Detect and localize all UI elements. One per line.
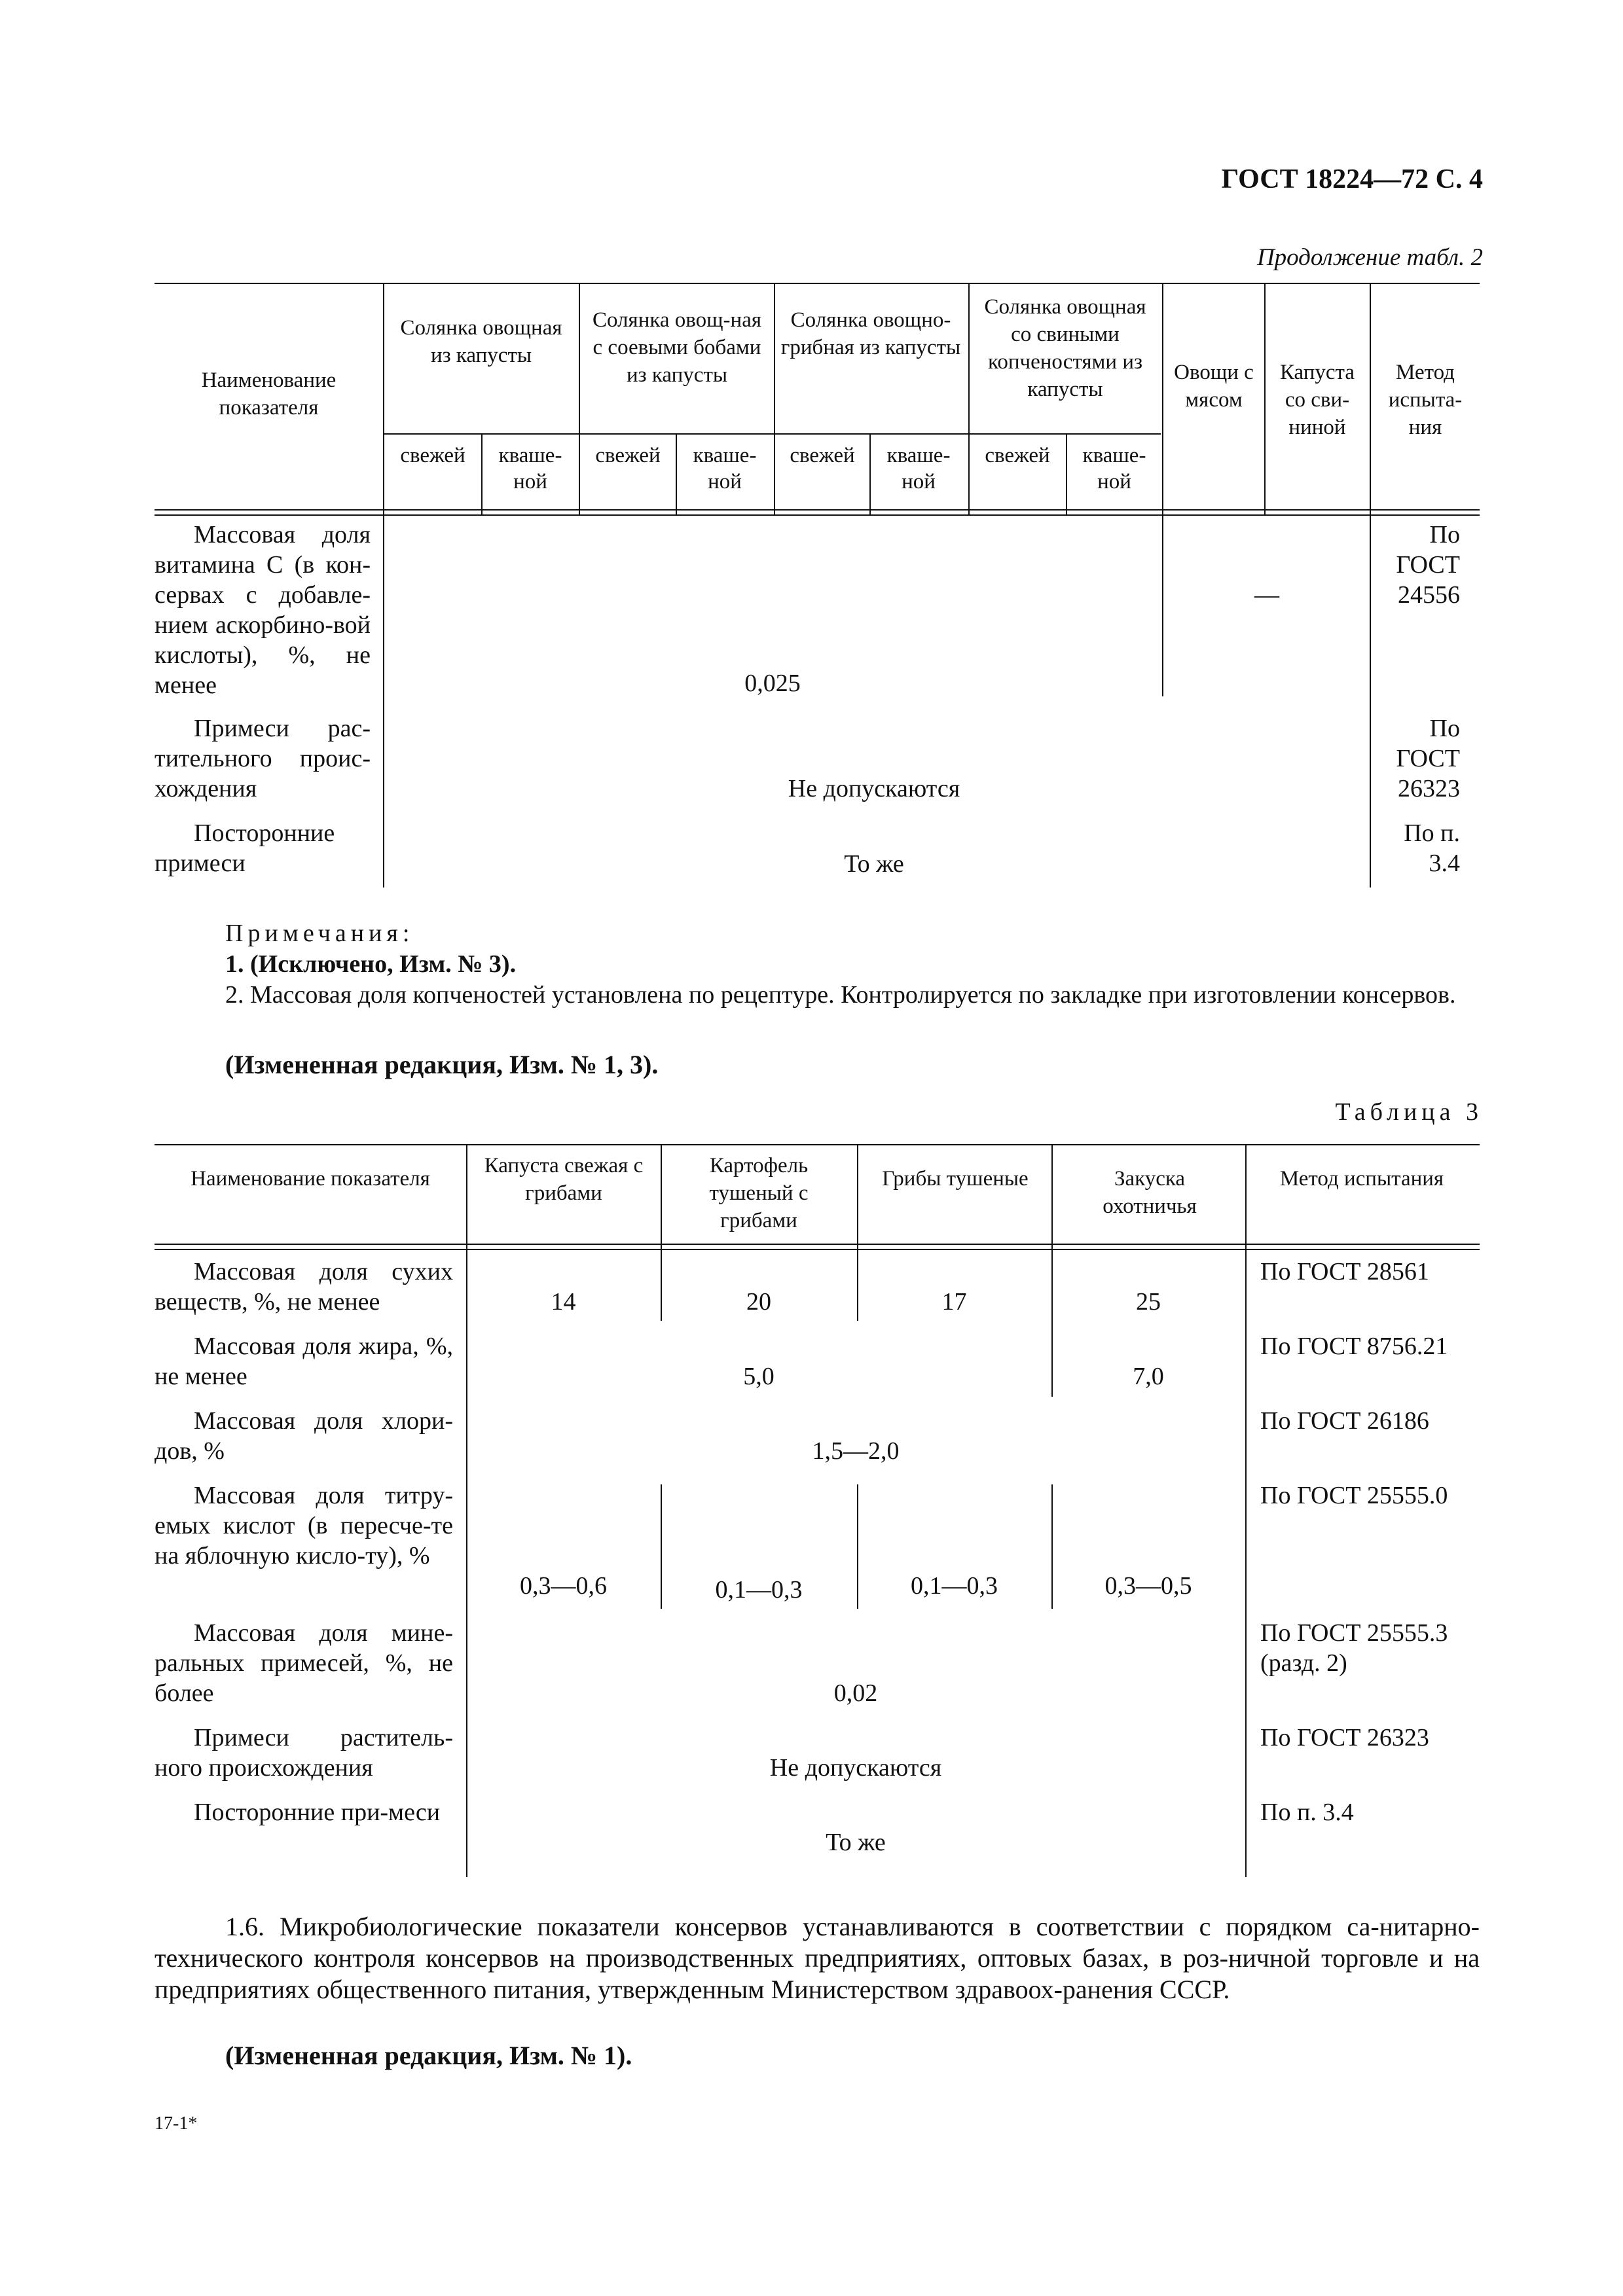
t3-row-dry-matter-v2: 20 [746, 1288, 771, 1316]
t3-row-foreign-impurities-method: По п. 3.4 [1260, 1799, 1354, 1826]
t3-row-fat-v1: 5,0 [743, 1363, 775, 1390]
t3-row-foreign-impurities-label: Посторонние при-меси [194, 1799, 441, 1826]
table-rule [155, 283, 1480, 284]
t3-col-indicator: Наименование показателя [191, 1167, 430, 1191]
t3-row-chlorides-label: Массовая доля хлори-дов, % [155, 1407, 453, 1465]
t3-row-plant-impurities-method: По ГОСТ 26323 [1260, 1724, 1429, 1751]
t3-col-cabbage-mushrooms: Капуста свежая с грибами [484, 1154, 644, 1205]
t3-col-hunter-snack: Закуска охотничья [1103, 1167, 1197, 1218]
subheader-fresh: свежей [595, 444, 661, 467]
t3-row-dry-matter-label: Массовая доля сухих веществ, %, не менее [155, 1258, 453, 1316]
row-foreign-impurities-method: По п. 3.4 [1404, 819, 1460, 877]
row-foreign-impurities-label: Посторонние примеси [155, 819, 335, 877]
col-cabbage-pork-header: Капуста со сви-ниной [1279, 361, 1355, 439]
row-vitamin-c-label: Массовая доля витамина С (в кон-сервах с добавле-нием аскорбино-вой кислоты), %, не менее [155, 521, 371, 699]
t3-row-acids-v4: 0,3—0,5 [1104, 1572, 1192, 1600]
t3-row-fat-label: Массовая доля жира, %, не менее [155, 1333, 453, 1390]
t3-row-acids-label: Массовая доля титру-емых кислот (в пересче-те на яблочную кисло-ту), % [155, 1482, 453, 1570]
subheader-sauerkraut: кваше-ной [1082, 444, 1146, 493]
t3-row-acids-v1: 0,3—0,6 [520, 1572, 607, 1600]
col-veg-meat-header: Овощи с мясом [1174, 361, 1254, 412]
t3-row-chlorides-method: По ГОСТ 26186 [1260, 1407, 1429, 1435]
subheader-fresh: свежей [985, 444, 1050, 467]
t3-row-acids-v2: 0,1—0,3 [715, 1576, 803, 1604]
t3-col-stewed-mushrooms: Грибы тушеные [882, 1167, 1029, 1191]
subheader-sauerkraut: кваше-ной [693, 444, 757, 493]
row-foreign-impurities-value: То же [844, 850, 904, 878]
t3-row-dry-matter-v1: 14 [551, 1288, 576, 1316]
t3-row-acids-method: По ГОСТ 25555.0 [1260, 1482, 1448, 1509]
row-vitamin-c-dash: — [1254, 581, 1279, 609]
row-vitamin-c-method: По ГОСТ 24556 [1396, 521, 1460, 609]
col-group-3-header: Солянка овощно-грибная из капусты [780, 308, 961, 359]
note-2: 2. Массовая доля копченостей установлена по рецептуре. Контролируется по закладке при изготовлении консервов. [225, 981, 1456, 1009]
col-group-1-header: Солянка овощная из капусты [400, 316, 562, 367]
notes-edition: (Измененная редакция, Изм. № 1, 3). [225, 1050, 659, 1079]
paragraph-1-6: 1.6. Микробиологические показатели консервов устанавливаются в соответствии с порядком са-нитарно-технического контроля консервов на производственных предприятиях, оптовых базах, в роз-ничной торговле и на предприятиях общественного питания, утвержденным Министерством здравоох-ранения СССР. [155, 1912, 1480, 2004]
t3-col-potato-mushrooms: Картофель тушеный с грибами [709, 1154, 809, 1232]
col-group-4-header: Солянка овощная со свиными копченостями из капусты [984, 295, 1146, 401]
t3-row-plant-impurities-label: Примеси раститель-ного происхождения [155, 1724, 453, 1782]
t3-row-dry-matter-v4: 25 [1136, 1288, 1161, 1316]
table-rule [155, 514, 1480, 516]
t3-row-fat-v2: 7,0 [1133, 1363, 1164, 1390]
subheader-sauerkraut: кваше-ной [498, 444, 562, 493]
subheader-fresh: свежей [790, 444, 855, 467]
row-plant-impurities-label: Примеси рас-тительного проис-хождения [155, 715, 371, 802]
row-vitamin-c-value: 0,025 [744, 670, 801, 697]
col-method-header: Метод испыта-ния [1388, 361, 1463, 439]
t3-row-minerals-method: По ГОСТ 25555.3 (разд. 2) [1260, 1619, 1448, 1677]
t3-row-chlorides-value: 1,5—2,0 [812, 1437, 900, 1465]
page-footer-code: 17-1* [155, 2113, 198, 2134]
t3-row-minerals-label: Массовая доля мине-ральных примесей, %, не более [155, 1619, 453, 1707]
note-1: 1. (Исключено, Изм. № 3). [225, 950, 517, 978]
t3-row-dry-matter-method: По ГОСТ 28561 [1260, 1258, 1429, 1285]
t3-row-acids-v3: 0,1—0,3 [911, 1572, 998, 1600]
table-3-label: Таблица 3 [1335, 1098, 1483, 1126]
subheader-fresh: свежей [400, 444, 465, 467]
t3-col-method: Метод испытания [1279, 1167, 1444, 1191]
t3-row-foreign-impurities-value: То же [826, 1829, 886, 1856]
row-plant-impurities-method: По ГОСТ 26323 [1396, 715, 1460, 802]
table-rule [383, 433, 1161, 435]
t3-row-minerals-value: 0,02 [833, 1679, 878, 1707]
col-group-2-header: Солянка овощ-ная с соевыми бобами из капусты [592, 308, 762, 387]
table-rule [155, 509, 1480, 511]
subheader-sauerkraut: кваше-ной [886, 444, 951, 493]
t3-row-fat-method: По ГОСТ 8756.21 [1260, 1333, 1448, 1360]
t3-row-dry-matter-v3: 17 [941, 1288, 967, 1316]
col-indicator-header: Наименование показателя [201, 368, 337, 420]
page-header: ГОСТ 18224—72 С. 4 [1221, 164, 1483, 194]
row-plant-impurities-value: Не допускаются [788, 775, 960, 802]
paragraph-1-6-edition: (Измененная редакция, Изм. № 1). [225, 2041, 632, 2070]
t3-row-plant-impurities-value: Не допускаются [769, 1754, 942, 1782]
notes-title: Примечания: [225, 920, 414, 947]
table-continuation-label: Продолжение табл. 2 [1256, 244, 1483, 271]
